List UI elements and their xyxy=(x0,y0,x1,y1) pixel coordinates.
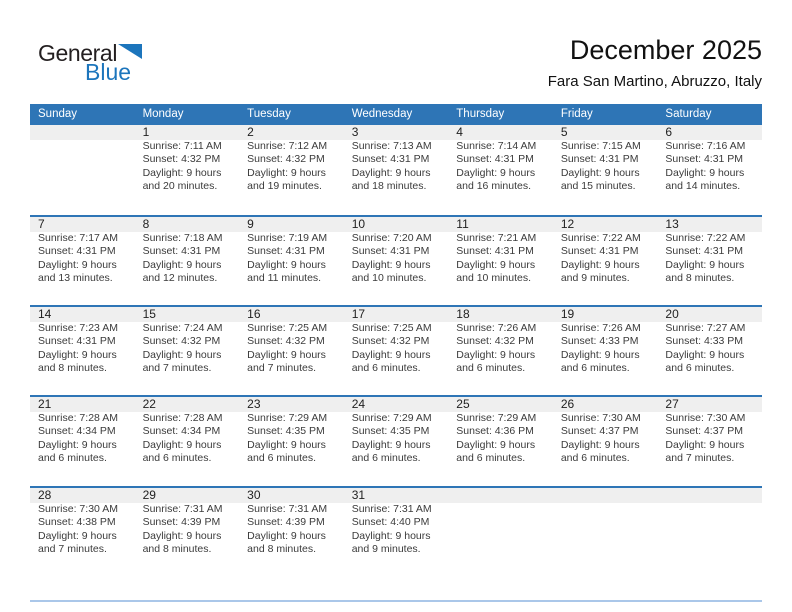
day-detail-line: Sunrise: 7:21 AM xyxy=(456,232,537,244)
general-blue-logo xyxy=(38,42,142,84)
day-detail-line: Sunrise: 7:13 AM xyxy=(351,140,432,152)
day-number xyxy=(657,488,762,503)
week-row-5 xyxy=(30,486,762,600)
day-detail-line: and 15 minutes. xyxy=(560,179,636,192)
day-detail-line: Daylight: 9 hours xyxy=(38,438,117,451)
day-number: 9 xyxy=(239,217,344,232)
day-number: 7 xyxy=(30,217,135,232)
day-detail-line: Sunset: 4:31 PM xyxy=(665,245,744,258)
day-detail-line: Daylight: 9 hours xyxy=(142,258,222,271)
day-detail-line: Daylight: 9 hours xyxy=(38,258,117,271)
day-number: 31 xyxy=(344,488,449,503)
day-detail-line: and 7 minutes. xyxy=(665,451,735,464)
day-cell-10 xyxy=(344,217,449,305)
day-number: 3 xyxy=(344,125,449,140)
day-detail-line: Sunset: 4:31 PM xyxy=(351,245,430,258)
day-detail-line: Sunset: 4:34 PM xyxy=(38,425,116,438)
day-detail-line: Sunset: 4:32 PM xyxy=(247,153,325,166)
day-detail-line: Sunrise: 7:29 AM xyxy=(247,412,328,424)
day-detail-line: Sunset: 4:31 PM xyxy=(665,153,744,166)
day-cell-2 xyxy=(239,125,344,215)
day-detail-line: Sunrise: 7:11 AM xyxy=(142,140,222,152)
day-cell-1 xyxy=(135,125,240,215)
day-detail-line: Daylight: 9 hours xyxy=(560,438,640,451)
day-detail-line: and 8 minutes. xyxy=(38,361,107,374)
day-cell-14 xyxy=(30,307,135,395)
day-detail-line: and 13 minutes. xyxy=(38,271,113,284)
day-detail-line: Sunset: 4:36 PM xyxy=(456,425,534,438)
day-number: 26 xyxy=(553,397,658,412)
week-row-1 xyxy=(30,125,762,215)
day-number xyxy=(448,488,553,503)
day-detail-line: Sunrise: 7:23 AM xyxy=(38,322,118,334)
day-detail-line: Daylight: 9 hours xyxy=(247,529,326,542)
day-cell-7 xyxy=(30,217,135,305)
day-number: 10 xyxy=(344,217,449,232)
day-cell-12 xyxy=(553,217,658,305)
day-detail-line: Daylight: 9 hours xyxy=(665,438,745,451)
day-detail-line: Sunset: 4:32 PM xyxy=(142,335,221,348)
day-cell-empty xyxy=(657,488,762,600)
day-detail-line: Sunset: 4:34 PM xyxy=(142,425,221,438)
weekday-header-row xyxy=(30,104,762,125)
day-number: 23 xyxy=(239,397,344,412)
day-detail-line: and 6 minutes. xyxy=(351,451,421,464)
day-detail-line: and 10 minutes. xyxy=(456,271,531,284)
day-detail-line: and 8 minutes. xyxy=(665,271,735,284)
day-detail-line: Daylight: 9 hours xyxy=(142,166,222,179)
day-cell-13 xyxy=(657,217,762,305)
day-detail-line: Sunrise: 7:31 AM xyxy=(351,503,432,515)
day-detail-line: Daylight: 9 hours xyxy=(247,348,326,361)
day-cell-3 xyxy=(344,125,449,215)
day-detail-line: and 6 minutes. xyxy=(665,361,735,374)
day-detail-line: Sunrise: 7:22 AM xyxy=(560,232,641,244)
day-detail-line: Daylight: 9 hours xyxy=(247,258,326,271)
day-detail-line: Daylight: 9 hours xyxy=(665,348,745,361)
day-number: 8 xyxy=(135,217,240,232)
day-cell-23 xyxy=(239,397,344,486)
day-number: 18 xyxy=(448,307,553,322)
day-number: 25 xyxy=(448,397,553,412)
day-detail-line: Daylight: 9 hours xyxy=(560,348,640,361)
day-detail-line: and 16 minutes. xyxy=(456,179,531,192)
day-detail-line: Daylight: 9 hours xyxy=(351,438,431,451)
weekday-header-sunday: Sunday xyxy=(38,108,78,120)
day-detail-line: Sunrise: 7:28 AM xyxy=(142,412,223,424)
day-detail-line: and 6 minutes. xyxy=(247,451,317,464)
day-number: 15 xyxy=(135,307,240,322)
location-subtitle: Fara San Martino, Abruzzo, Italy xyxy=(547,72,762,90)
day-number xyxy=(30,125,135,140)
calendar-weeks xyxy=(30,125,762,600)
day-cell-11 xyxy=(448,217,553,305)
day-cell-9 xyxy=(239,217,344,305)
day-detail-line: Sunrise: 7:30 AM xyxy=(665,412,746,424)
day-cell-31 xyxy=(344,488,449,600)
day-detail-line: Sunset: 4:38 PM xyxy=(38,516,116,529)
day-detail-line: Daylight: 9 hours xyxy=(351,166,431,179)
week-row-2 xyxy=(30,215,762,305)
day-detail-line: Daylight: 9 hours xyxy=(142,348,222,361)
day-detail-line: Sunset: 4:39 PM xyxy=(247,516,325,529)
day-number xyxy=(553,488,658,503)
day-cell-15 xyxy=(135,307,240,395)
day-detail-line: and 6 minutes. xyxy=(456,451,526,464)
day-detail-line: Sunrise: 7:31 AM xyxy=(142,503,223,515)
calendar-title-block xyxy=(548,36,762,90)
day-cell-8 xyxy=(135,217,240,305)
day-detail-line: Sunrise: 7:12 AM xyxy=(247,140,328,152)
day-cell-24 xyxy=(344,397,449,486)
day-cell-empty xyxy=(448,488,553,600)
day-number: 16 xyxy=(239,307,344,322)
day-detail-line: and 6 minutes. xyxy=(560,361,630,374)
day-detail-line: Sunrise: 7:26 AM xyxy=(456,322,537,334)
weekday-header-tuesday: Tuesday xyxy=(247,108,291,120)
day-detail-line: Sunrise: 7:17 AM xyxy=(38,232,118,244)
weekday-header-saturday: Saturday xyxy=(665,108,712,120)
day-detail-line: Sunset: 4:31 PM xyxy=(560,153,639,166)
day-detail-line: and 6 minutes. xyxy=(38,451,107,464)
day-detail-line: Sunset: 4:31 PM xyxy=(247,245,325,258)
logo-triangle-icon xyxy=(118,44,142,59)
day-detail-line: and 6 minutes. xyxy=(456,361,526,374)
day-detail-line: and 7 minutes. xyxy=(38,542,107,555)
day-detail-line: Sunset: 4:32 PM xyxy=(142,153,221,166)
day-detail-line: and 9 minutes. xyxy=(351,542,421,555)
day-detail-line: and 7 minutes. xyxy=(247,361,317,374)
day-detail-line: Daylight: 9 hours xyxy=(560,166,640,179)
day-detail-line: Sunset: 4:35 PM xyxy=(247,425,325,438)
day-detail-line: Daylight: 9 hours xyxy=(351,258,431,271)
calendar-table xyxy=(30,104,762,602)
day-number: 6 xyxy=(657,125,762,140)
day-detail-line: and 14 minutes. xyxy=(665,179,741,192)
day-detail-line: Sunset: 4:33 PM xyxy=(560,335,639,348)
week-row-3 xyxy=(30,305,762,395)
day-number: 27 xyxy=(657,397,762,412)
day-detail-line: Daylight: 9 hours xyxy=(247,438,326,451)
day-detail-line: Sunset: 4:31 PM xyxy=(456,153,534,166)
day-detail-line: Sunset: 4:31 PM xyxy=(142,245,221,258)
day-detail-line: Sunrise: 7:29 AM xyxy=(456,412,537,424)
day-cell-26 xyxy=(553,397,658,486)
month-year-title: December 2025 xyxy=(569,35,762,65)
day-detail-line: Sunset: 4:37 PM xyxy=(665,425,744,438)
day-number: 4 xyxy=(448,125,553,140)
day-cell-17 xyxy=(344,307,449,395)
day-detail-line: Daylight: 9 hours xyxy=(351,348,431,361)
day-detail-line: Daylight: 9 hours xyxy=(560,258,640,271)
weekday-header-wednesday: Wednesday xyxy=(351,108,413,120)
day-cell-6 xyxy=(657,125,762,215)
day-detail-line: Daylight: 9 hours xyxy=(456,258,536,271)
day-cell-29 xyxy=(135,488,240,600)
day-detail-line: and 7 minutes. xyxy=(142,361,212,374)
day-detail-line: Daylight: 9 hours xyxy=(247,166,326,179)
day-detail-line: and 18 minutes. xyxy=(351,179,427,192)
day-detail-line: Sunrise: 7:29 AM xyxy=(351,412,432,424)
day-detail-line: Sunrise: 7:15 AM xyxy=(560,140,641,152)
day-detail-line: Daylight: 9 hours xyxy=(351,529,431,542)
weekday-header-thursday: Thursday xyxy=(456,108,505,120)
day-number: 17 xyxy=(344,307,449,322)
day-number: 1 xyxy=(135,125,240,140)
day-detail-line: Sunrise: 7:19 AM xyxy=(247,232,328,244)
weekday-header-monday: Monday xyxy=(142,108,184,120)
day-detail-line: Sunset: 4:31 PM xyxy=(38,335,116,348)
day-detail-line: Sunset: 4:31 PM xyxy=(351,153,430,166)
day-detail-line: Sunrise: 7:30 AM xyxy=(38,503,118,515)
day-detail-line: and 12 minutes. xyxy=(142,271,218,284)
day-cell-20 xyxy=(657,307,762,395)
day-detail-line: Sunrise: 7:25 AM xyxy=(247,322,328,334)
day-cell-27 xyxy=(657,397,762,486)
day-detail-line: Sunset: 4:32 PM xyxy=(247,335,325,348)
day-detail-line: Sunrise: 7:14 AM xyxy=(456,140,537,152)
day-detail-line: Sunset: 4:35 PM xyxy=(351,425,430,438)
day-detail-line: Sunrise: 7:31 AM xyxy=(247,503,328,515)
day-detail-line: Sunrise: 7:27 AM xyxy=(665,322,746,334)
day-detail-line: and 10 minutes. xyxy=(351,271,427,284)
day-detail-line: and 6 minutes. xyxy=(560,451,630,464)
day-detail-line: Sunset: 4:31 PM xyxy=(560,245,639,258)
day-cell-22 xyxy=(135,397,240,486)
day-detail-line: Sunset: 4:32 PM xyxy=(456,335,534,348)
day-number: 28 xyxy=(30,488,135,503)
calendar-bottom-border xyxy=(30,600,762,602)
day-number: 22 xyxy=(135,397,240,412)
day-number: 30 xyxy=(239,488,344,503)
day-detail-line: Sunrise: 7:26 AM xyxy=(560,322,641,334)
day-detail-line: Daylight: 9 hours xyxy=(142,438,222,451)
day-detail-line: Sunset: 4:37 PM xyxy=(560,425,639,438)
day-cell-16 xyxy=(239,307,344,395)
day-cell-empty xyxy=(553,488,658,600)
day-detail-line: Sunset: 4:31 PM xyxy=(456,245,534,258)
day-detail-line: and 11 minutes. xyxy=(247,271,322,284)
day-cell-4 xyxy=(448,125,553,215)
day-detail-line: Daylight: 9 hours xyxy=(456,438,536,451)
day-detail-line: Sunset: 4:33 PM xyxy=(665,335,744,348)
day-detail-line: and 6 minutes. xyxy=(142,451,212,464)
day-detail-line: Daylight: 9 hours xyxy=(456,166,536,179)
logo-text-general: General xyxy=(38,40,118,66)
day-detail-line: Sunrise: 7:18 AM xyxy=(142,232,223,244)
day-cell-5 xyxy=(553,125,658,215)
day-cell-21 xyxy=(30,397,135,486)
day-detail-line: Sunrise: 7:22 AM xyxy=(665,232,746,244)
day-number: 12 xyxy=(553,217,658,232)
day-detail-line: Sunrise: 7:30 AM xyxy=(560,412,641,424)
day-cell-28 xyxy=(30,488,135,600)
day-number: 14 xyxy=(30,307,135,322)
day-detail-line: Sunrise: 7:24 AM xyxy=(142,322,223,334)
day-detail-line: and 20 minutes. xyxy=(142,179,218,192)
day-cell-25 xyxy=(448,397,553,486)
day-number: 20 xyxy=(657,307,762,322)
day-number: 2 xyxy=(239,125,344,140)
day-detail-line: and 19 minutes. xyxy=(247,179,322,192)
day-detail-line: Daylight: 9 hours xyxy=(38,348,117,361)
day-number: 21 xyxy=(30,397,135,412)
logo-text-blue: Blue xyxy=(85,59,132,85)
day-detail-line: Daylight: 9 hours xyxy=(456,348,536,361)
day-number: 24 xyxy=(344,397,449,412)
day-number: 29 xyxy=(135,488,240,503)
day-detail-line: Sunrise: 7:25 AM xyxy=(351,322,432,334)
day-number: 5 xyxy=(553,125,658,140)
week-row-4 xyxy=(30,395,762,486)
day-detail-line: Sunrise: 7:16 AM xyxy=(665,140,746,152)
day-detail-line: Sunrise: 7:28 AM xyxy=(38,412,118,424)
day-detail-line: and 6 minutes. xyxy=(351,361,421,374)
day-number: 13 xyxy=(657,217,762,232)
day-detail-line: and 9 minutes. xyxy=(560,271,630,284)
day-detail-line: Daylight: 9 hours xyxy=(665,166,745,179)
day-number: 19 xyxy=(553,307,658,322)
day-cell-18 xyxy=(448,307,553,395)
day-detail-line: Daylight: 9 hours xyxy=(38,529,117,542)
day-number: 11 xyxy=(448,217,553,232)
day-cell-30 xyxy=(239,488,344,600)
day-detail-line: Daylight: 9 hours xyxy=(665,258,745,271)
day-detail-line: Sunrise: 7:20 AM xyxy=(351,232,432,244)
day-detail-line: Sunset: 4:32 PM xyxy=(351,335,430,348)
day-detail-line: Sunset: 4:39 PM xyxy=(142,516,221,529)
day-detail-line: Sunset: 4:40 PM xyxy=(351,516,430,529)
day-detail-line: and 8 minutes. xyxy=(142,542,212,555)
day-detail-line: and 8 minutes. xyxy=(247,542,317,555)
weekday-header-friday: Friday xyxy=(560,108,593,120)
day-detail-line: Daylight: 9 hours xyxy=(142,529,222,542)
day-cell-19 xyxy=(553,307,658,395)
day-detail-line: Sunset: 4:31 PM xyxy=(38,245,116,258)
day-cell-empty xyxy=(30,125,135,215)
